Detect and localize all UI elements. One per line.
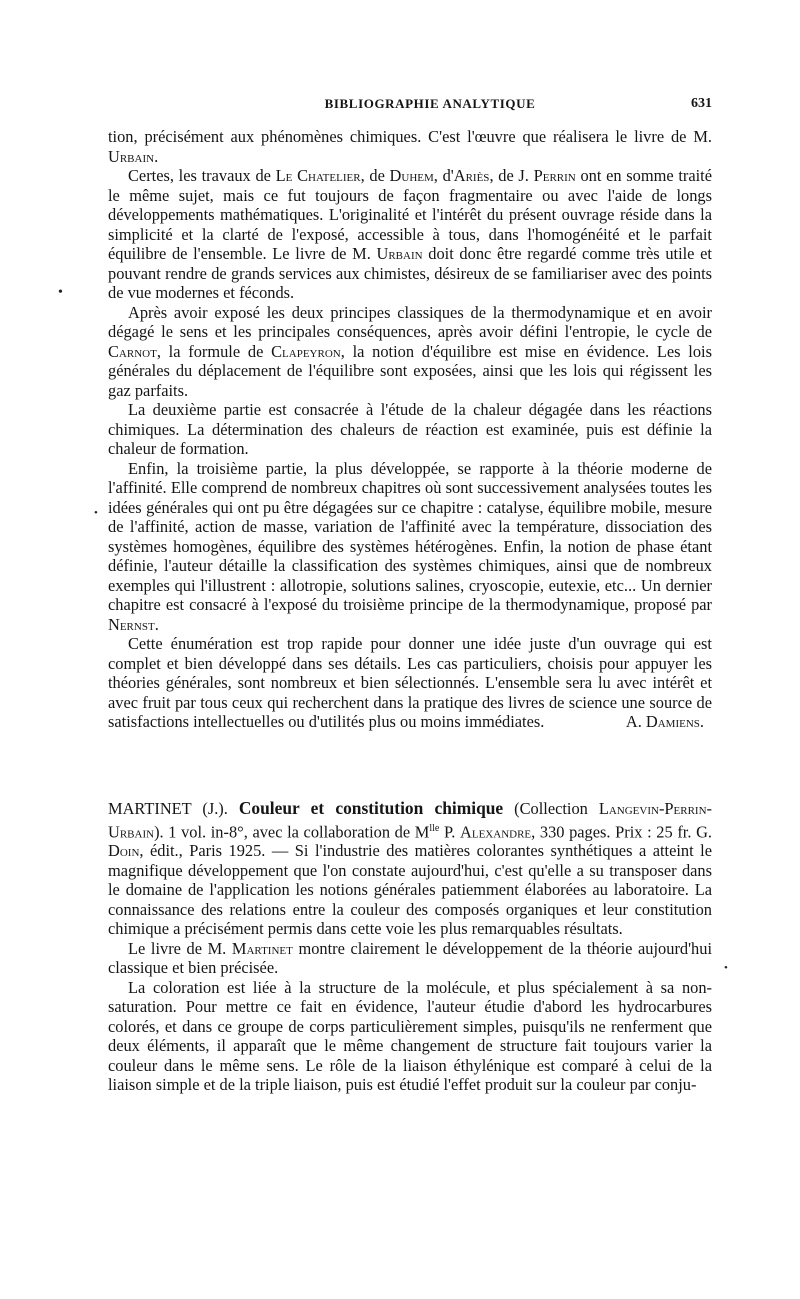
- author-name: Le Chatelier: [275, 166, 361, 185]
- author-name: Martinet: [231, 938, 293, 958]
- text-run: , édit., Paris 1925. — Si l'industrie des matières colorantes synthétiques a atteint le magnifique développement que l'on constate aujourd'hui, c'est qu'elle a su transposer dans le domaine de l'application les notions générales patiemment élaborées au laboratoire. La connaissance des relations entre la couleur des composés organiques et leur constitution chimique a précisément permis dans cette voie les plus remarquables résultats.: [108, 841, 712, 939]
- paragraph: La deuxième partie est consacrée à l'étude de la chaleur dégagée dans les réactions chimiques. La détermination des chaleurs de réaction est examinée, puis est définie la chaleur de formation.: [108, 400, 712, 458]
- paragraph: [108, 166, 712, 303]
- text-run: .: [154, 146, 159, 166]
- author-name: Urbain: [108, 146, 155, 166]
- text-run: , la formule de: [156, 341, 272, 361]
- scan-speck: •: [94, 507, 98, 519]
- text-run: , 330 pages.: [531, 821, 616, 841]
- paragraph: [108, 799, 712, 939]
- paragraph: [108, 634, 712, 732]
- page-number: 631: [691, 96, 712, 111]
- author-name: Nernst: [108, 614, 155, 634]
- author-name: Duhem: [389, 166, 434, 185]
- text-run: ). 1 vol. in-8°, avec la collaboration de M: [154, 821, 430, 841]
- book-author: MARTINET (J.).: [108, 799, 239, 818]
- text-run: , de J.: [489, 166, 534, 185]
- paragraph: [108, 127, 712, 166]
- text-run: montre clairement le développement de la théorie aujourd'hui classique et bien précisée.: [108, 938, 713, 978]
- text-run: Certes, les travaux de: [128, 166, 276, 185]
- text-run: (Collection: [503, 799, 599, 818]
- author-name: Ariès: [453, 166, 490, 185]
- scan-speck: •: [724, 962, 728, 974]
- text-run: Enfin, la troisième partie, la plus développée, se rapporte à la théorie moderne de l'affinité. Elle comprend de nombreux chapitres où sont successivement analysées toutes les idées générales qui ont pu être dégagées sur ce chapitre : catalyse, équilibre mobile, mesure de l'affinité, action de masse, variation de l'affinité avec la température, dissociation des systèmes homogènes, équilibre des systèmes hétérogènes. Enfin, la notion de phase étant définie, l'auteur détaille la classification des systèmes chimiques, ainsi que de nombreux exemples qui l'illustrent : allotropie, solutions salines, cryoscopie, eutexie, etc... Un dernier chapitre est consacré à l'exposé du troisième principe de la thermodynamique, proposé par: [108, 458, 712, 614]
- running-head: [108, 93, 712, 115]
- text-run: , d': [433, 166, 454, 185]
- text-run: Après avoir exposé les deux principes classiques de la thermodynamique et en avoir dégagé le sens et les principales conséquences, après avoir défini l'entropie, le cycle de: [108, 302, 712, 341]
- text-run: G.: [691, 821, 713, 841]
- text-run: , la notion d'équilibre est mise en évidence. Les lois générales du déplacement de l'équilibre sont exposées, ainsi que les lois qui régissent les gaz parfaits.: [108, 341, 712, 400]
- author-name: Carnot: [108, 341, 157, 361]
- text-run: doit donc être regardé comme très utile et pouvant rendre de grands services aux chimistes, désireux de se familiariser avec des points de vue modernes et féconds.: [108, 244, 712, 302]
- paragraph: [108, 939, 712, 978]
- text-run: ont en somme traité le même sujet, mais ce fut toujours de façon fragmentaire ou avec l'aide de longs développements mathématiques. L'originalité et l'intérêt du présent ouvrage réside dans la simplicité et la clarté de l'exposé, accessible à tous, dans l'homogénéité et le parfait équilibre de l'ensemble. Le livre de M.: [108, 166, 712, 263]
- publisher-name: Doin: [108, 841, 140, 861]
- text-run: Le livre de M.: [128, 938, 232, 958]
- review-martinet: [108, 799, 712, 1095]
- text-run: Cette énumération est trop rapide pour donner une idée juste d'un ouvrage qui est complet et bien développé dans ses détails. Les cas particuliers, choisis pour appuyer les théories générales, sont nombreux et bien sélectionnés. L'ensemble sera lu avec intérêt et avec fruit par tous ceux qui recherchent dans la pratique des livres de science une source de satisfactions intellectuelles ou d'utilités plus ou moins immédiates.: [108, 634, 712, 731]
- author-name: Perrin: [533, 166, 576, 185]
- text-run: , de: [360, 166, 390, 185]
- author-name: Clapeyron: [271, 341, 341, 361]
- reviewer-signature: A. Damiens.: [625, 712, 704, 731]
- book-title: Couleur et constitution chimique: [238, 798, 504, 818]
- author-name: Urbain: [376, 244, 423, 263]
- text-run: .: [154, 614, 159, 634]
- paragraph: [108, 303, 712, 401]
- paragraph: La coloration est liée à la structure de la molécule, et plus spécialement à sa non-saturation. Pour mettre ce fait en évidence, l'auteur étudie d'abord les hydrocarbures colorés, et dans ce groupe de corps particulièrement simples, puisqu'ils ne renferment que deux éléments, il apparaît que le même changement de structure fait toujours varier la couleur dans le même sens. Le rôle de la liaison éthylénique est comparé à celui de la liaison simple et de la triple liaison, puis est étudié l'effet produit sur la couleur par conju-: [108, 977, 712, 1095]
- author-name: Alexandre: [460, 821, 532, 841]
- superscript: lle: [429, 822, 440, 834]
- scan-speck: •: [58, 285, 63, 300]
- paragraph: [108, 459, 712, 635]
- running-title: BIBLIOGRAPHIE ANALYTIQUE: [324, 96, 536, 111]
- review-urbain-continued: [108, 127, 712, 732]
- collection-name: Langevin-Perrin-Urbain: [108, 799, 712, 841]
- text-run: tion, précisément aux phénomènes chimiques. C'est l'œuvre que réalisera le livre de M.: [108, 127, 712, 146]
- text-run: P.: [439, 821, 461, 841]
- price: Prix : 25 fr.: [615, 821, 692, 841]
